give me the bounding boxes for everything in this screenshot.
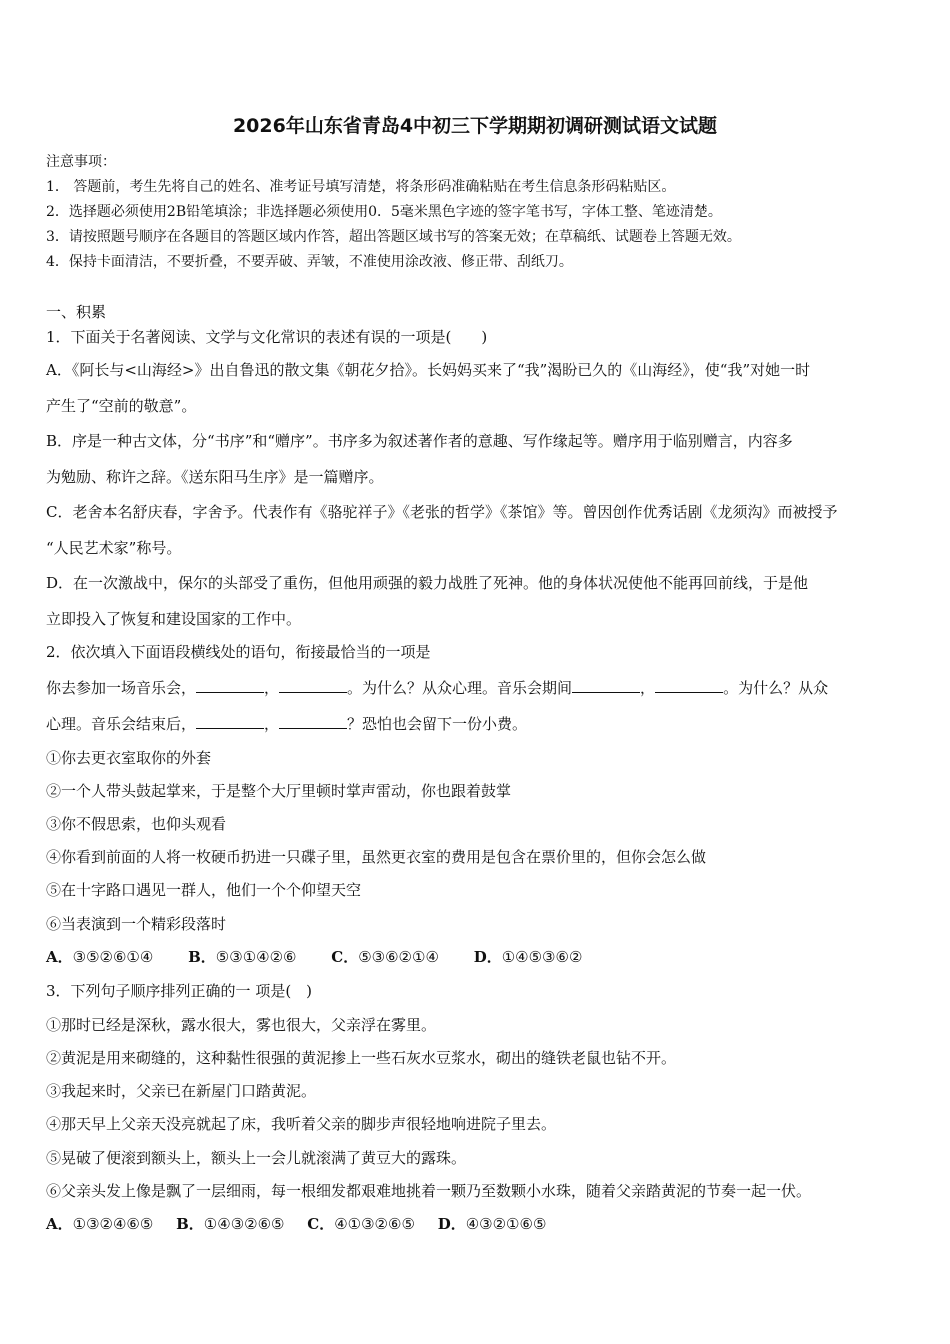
q2-item: ④你看到前面的人将一枚硬币扔进一只碟子里，虽然更衣室的费用是包含在票价里的，但你会怎么做 (46, 848, 707, 866)
q1-option-c: C．老舍本名舒庆春，字舍予。代表作有《骆驼祥子》《老张的哲学》《茶馆》等。曾因创作优秀话剧《龙须沟》而被授予 (46, 503, 838, 521)
q2-item: ①你去更衣室取你的外套 (46, 749, 212, 767)
q2-passage-line-2 (46, 714, 910, 734)
q3-options (46, 1214, 910, 1234)
page-title: 2026年山东省青岛4中初三下学期期初调研测试语文试题 (232, 115, 718, 137)
passage-text: ？恐怕也会留下一份小费。 (347, 715, 528, 733)
passage-text: ， (264, 679, 280, 697)
question-2-stem: 2．依次填入下面语段横线处的语句，衔接最恰当的一项是 (46, 643, 431, 661)
q3-item: ③我起来时，父亲已在新屋门口踏黄泥。 (46, 1082, 317, 1100)
notice-heading: 注意事项： (46, 154, 116, 170)
q1-option-a: A．《阿长与<山海经>》出自鲁迅的散文集《朝花夕拾》。长妈妈买来了“我”渴盼已久的《山海经》，使“我”对她一时 (46, 361, 811, 379)
q3-item: ④那天早上父亲天没亮就起了床，我听着父亲的脚步声很轻地响进院子里去。 (46, 1115, 557, 1133)
fill-blank (196, 714, 264, 729)
fill-blank (572, 678, 640, 693)
passage-text: 心理。音乐会结束后， (46, 715, 197, 733)
fill-blank (279, 714, 347, 729)
fill-blank (196, 678, 264, 693)
q3-choice-b[interactable]: B．①④③②⑥⑤ (176, 1215, 285, 1233)
q3-item: ②黄泥是用来砌缝的，这种黏性很强的黄泥掺上一些石灰水豆浆水，砌出的缝铁老鼠也钻不开。 (46, 1049, 677, 1067)
q2-item: ⑤在十字路口遇见一群人，他们一个个仰望天空 (46, 881, 362, 899)
passage-text: ， (640, 679, 656, 697)
q1-option-a-cont: 产生了“空前的敬意”。 (46, 397, 197, 415)
question-3-stem: 3．下列句子顺序排列正确的一 项是( ) (46, 982, 313, 1000)
q3-item: ⑥父亲头发上像是飘了一层细雨，每一根细发都艰难地挑着一颗乃至数颗小水珠，随着父亲踏黄泥的节奏一起一伏。 (46, 1182, 812, 1200)
q2-options (46, 947, 910, 967)
fill-blank (279, 678, 347, 693)
q2-choice-c[interactable]: C．⑤③⑥②①④ (331, 948, 439, 966)
question-1-stem: 1．下面关于名著阅读、文学与文化常识的表述有误的一项是( ) (46, 328, 488, 346)
q1-option-b: B．序是一种古文体，分“书序”和“赠序”。书序多为叙述著作者的意趣、写作缘起等。赠序用于临别赠言，内容多 (46, 432, 793, 450)
q3-item: ①那时已经是深秋，露水很大，雾也很大，父亲浮在雾里。 (46, 1016, 437, 1034)
notice-item: 1． 答题前，考生先将自己的姓名、准考证号填写清楚，将条形码准确粘贴在考生信息条形码粘贴区。 (46, 179, 676, 195)
passage-text: 。为什么？从众 (723, 679, 829, 697)
passage-text: ， (264, 715, 280, 733)
q3-choice-c[interactable]: C．④①③②⑥⑤ (307, 1215, 415, 1233)
q1-option-d-cont: 立即投入了恢复和建设国家的工作中。 (46, 610, 302, 628)
q3-item: ⑤晃破了便滚到额头上，额头上一会儿就滚满了黄豆大的露珠。 (46, 1149, 467, 1167)
q3-choice-d[interactable]: D．④③②①⑥⑤ (437, 1215, 547, 1233)
q2-choice-b[interactable]: B．⑤③①④②⑥ (188, 948, 297, 966)
q1-option-d: D．在一次激战中，保尔的头部受了重伤，但他用顽强的毅力战胜了死神。他的身体状况使他不能再回前线，于是他 (46, 574, 809, 592)
notice-item: 3．请按照题号顺序在各题目的答题区域内作答，超出答题区域书写的答案无效；在草稿纸、试题卷上答题无效。 (46, 229, 741, 245)
q2-choice-d[interactable]: D．①④⑤③⑥② (473, 948, 583, 966)
fill-blank (655, 678, 723, 693)
passage-text: 你去参加一场音乐会， (46, 679, 197, 697)
q2-item: ②一个人带头鼓起掌来，于是整个大厅里顿时掌声雷动，你也跟着鼓掌 (46, 782, 512, 800)
notice-item: 4．保持卡面清洁，不要折叠，不要弄破、弄皱，不准使用涂改液、修正带、刮纸刀。 (46, 254, 573, 270)
passage-text: 。为什么？从众心理。音乐会期间 (347, 679, 573, 697)
q1-option-c-cont: “人民艺术家”称号。 (46, 539, 182, 557)
q2-item: ⑥当表演到一个精彩段落时 (46, 915, 227, 933)
section-heading: 一、积累 (46, 303, 107, 321)
q3-choice-a[interactable]: A．①③②④⑥⑤ (46, 1215, 154, 1233)
q2-item: ③你不假思索，也仰头观看 (46, 815, 227, 833)
q1-option-b-cont: 为勉励、称许之辞。《送东阳马生序》是一篇赠序。 (46, 468, 384, 486)
q2-passage-line-1 (46, 678, 910, 698)
q2-choice-a[interactable]: A．③⑤②⑥①④ (46, 948, 154, 966)
notice-item: 2．选择题必须使用2B铅笔填涂；非选择题必须使用0．5毫米黑色字迹的签字笔书写，字体工整、笔迹清楚。 (46, 204, 722, 220)
